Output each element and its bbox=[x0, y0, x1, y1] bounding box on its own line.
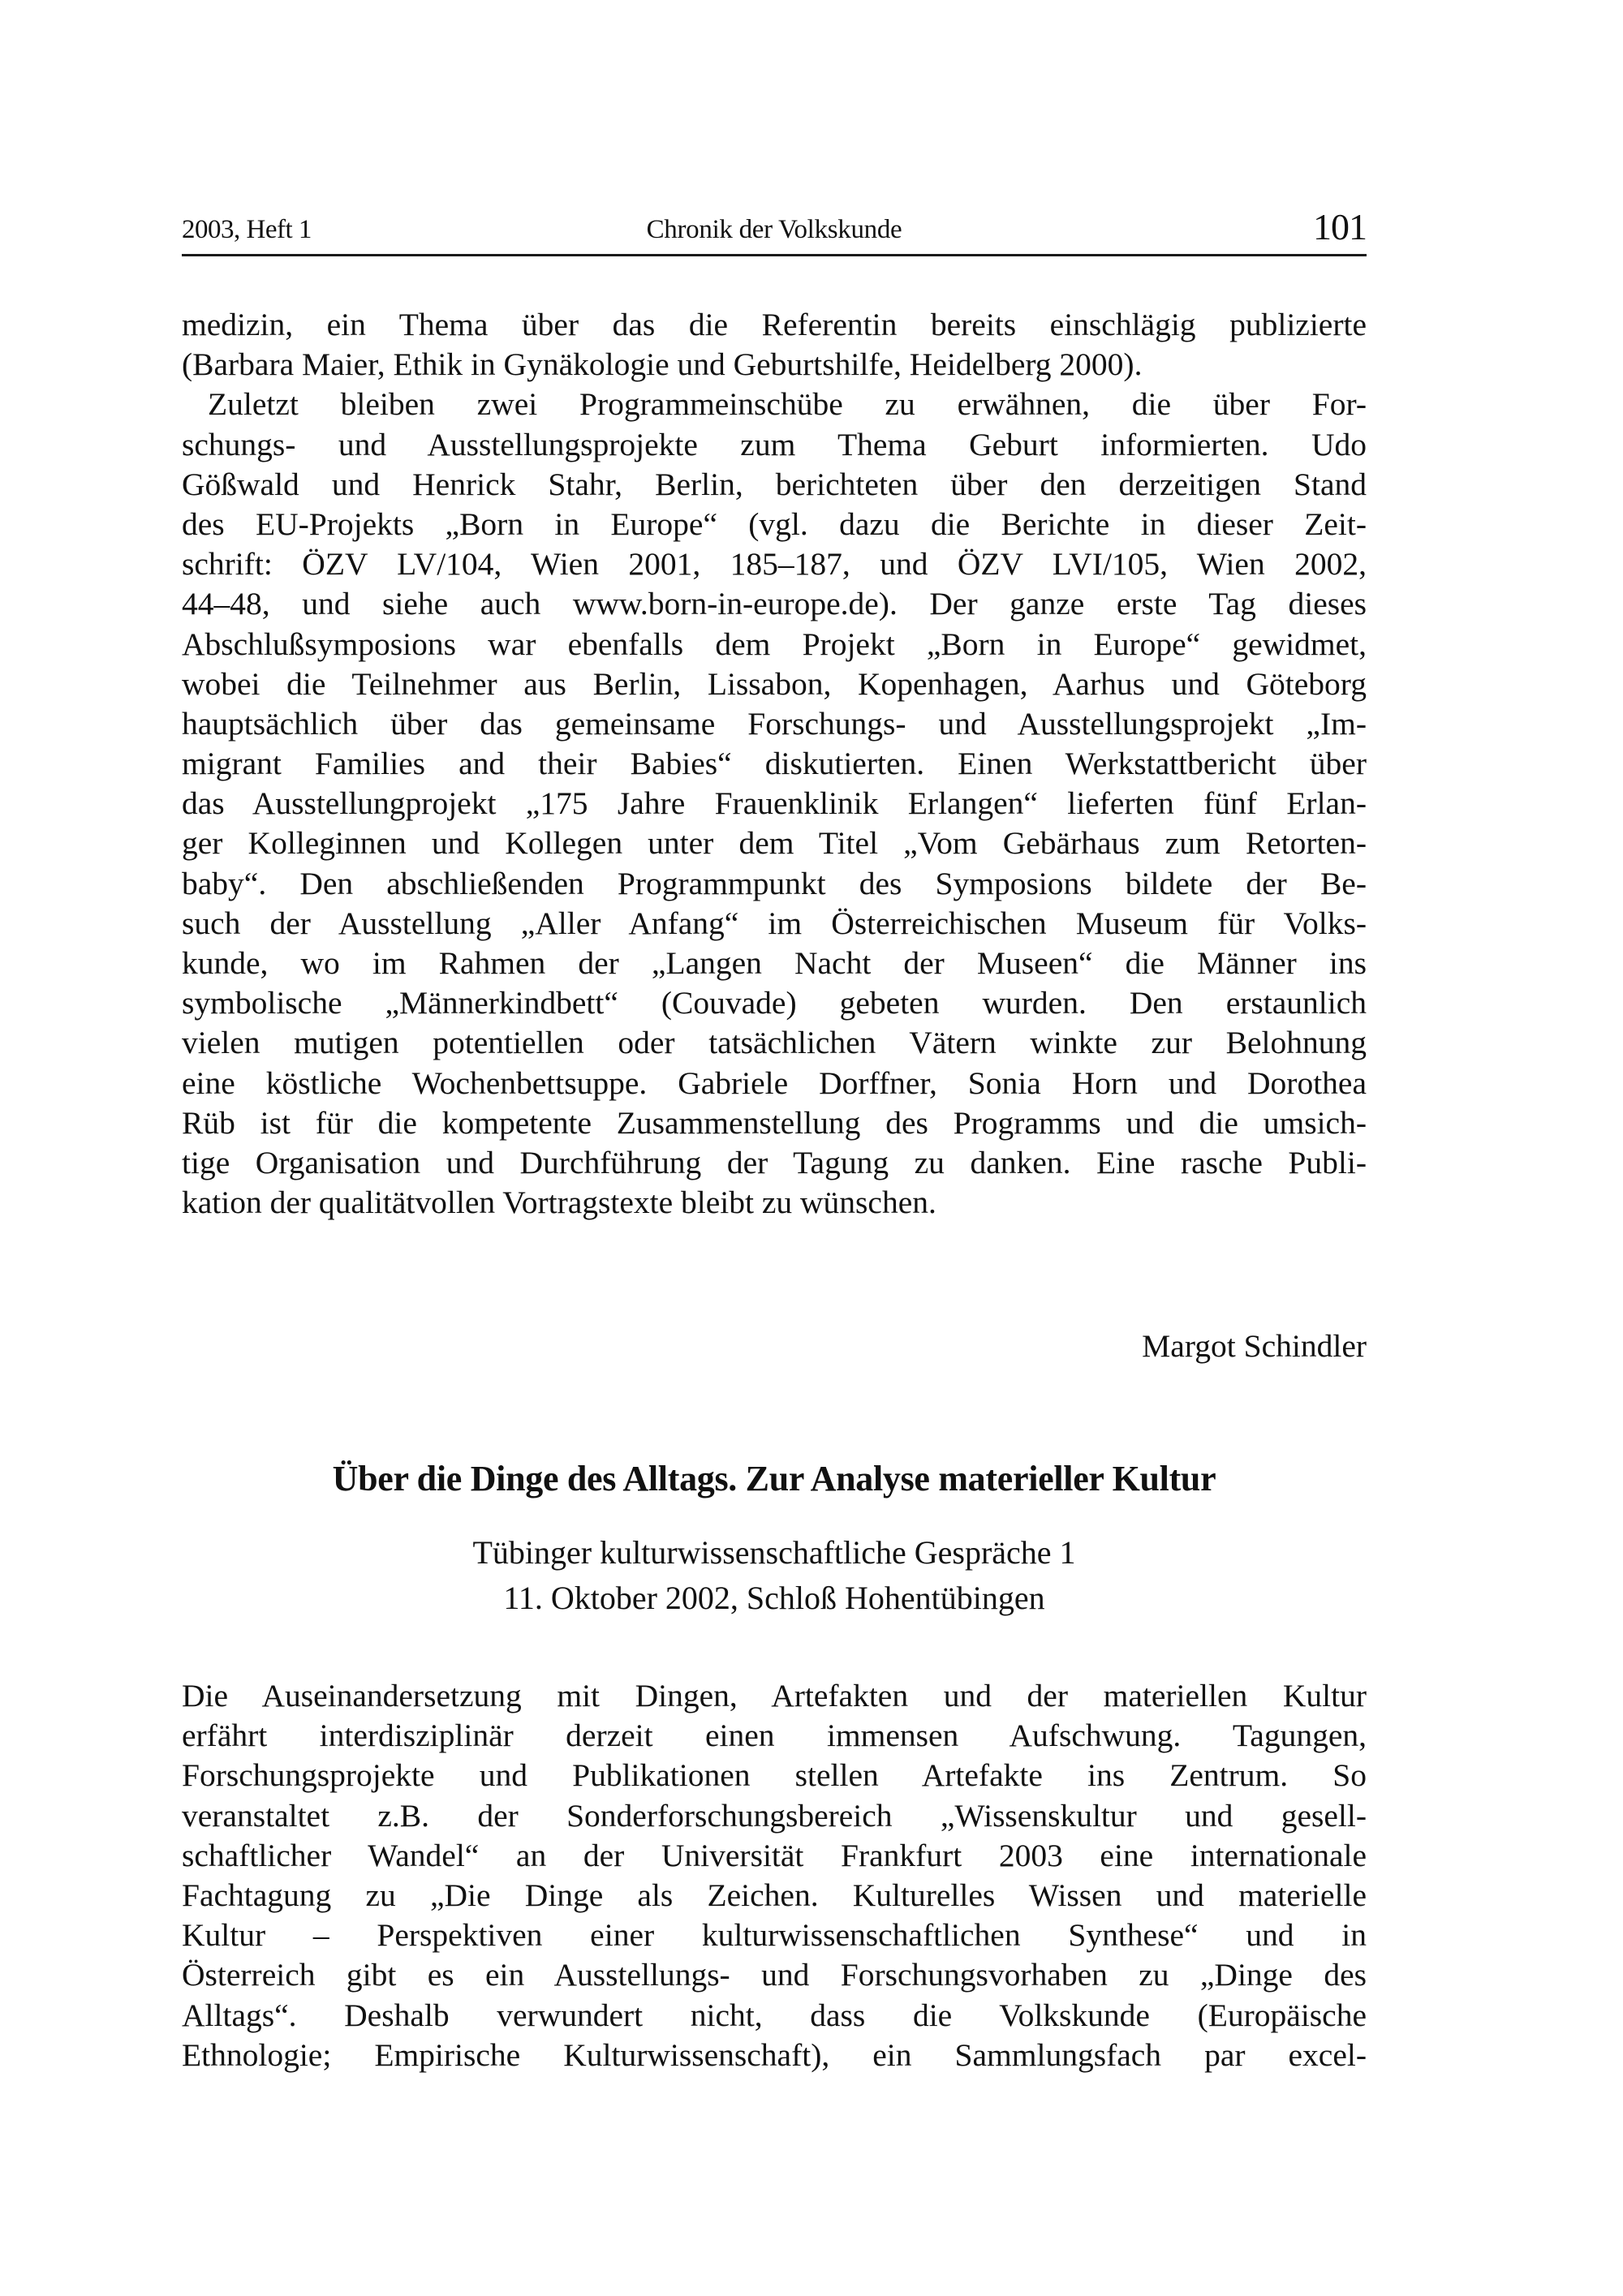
text-line: erfährt interdisziplinär derzeit einen immensen Aufschwung. Tagungen, bbox=[182, 1718, 1367, 1754]
text-line: schrift: ÖZV LV/104, Wien 2001, 185–187, und ÖZV LVI/105, Wien 2002, bbox=[182, 546, 1367, 583]
text-line: hauptsächlich über das gemeinsame Forschungs- und Ausstellungsprojekt „Im- bbox=[182, 705, 1367, 742]
article-subtitle: Tübinger kulturwissenschaftliche Gespräche 1 bbox=[472, 1534, 1076, 1571]
text-line: Österreich gibt es ein Ausstellungs- und Forschungsvorhaben zu „Dinge des bbox=[182, 1957, 1367, 1993]
text-line: Forschungsprojekte und Publikationen stellen Artefakte ins Zentrum. So bbox=[182, 1757, 1367, 1794]
article-date-location: 11. Oktober 2002, Schloß Hohentübingen bbox=[503, 1580, 1045, 1616]
text-line: schungs- und Ausstellungsprojekte zum Thema Geburt informierten. Udo bbox=[182, 426, 1367, 462]
text-line: veranstaltet z.B. der Sonderforschungsbereich „Wissenskultur und gesell- bbox=[182, 1797, 1367, 1834]
text-line: das Ausstellungprojekt „175 Jahre Frauenklinik Erlangen“ lieferten fünf Erlan- bbox=[182, 785, 1367, 822]
text-line: migrant Families and their Babies“ diskutierten. Einen Werkstattbericht über bbox=[182, 746, 1367, 782]
running-header bbox=[182, 208, 1367, 256]
article-title: Über die Dinge des Alltags. Zur Analyse materieller Kultur bbox=[332, 1459, 1216, 1498]
text-line: medizin, ein Thema über das die Referentin bereits einschlägig publizierte bbox=[182, 307, 1367, 342]
text-line: schaftlicher Wandel“ an der Universität Frankfurt 2003 eine internationale bbox=[182, 1837, 1367, 1873]
text-line: Gößwald und Henrick Stahr, Berlin, berichteten über den derzeitigen Stand bbox=[182, 466, 1367, 502]
page-number: 101 bbox=[1313, 206, 1367, 247]
text-line: 44–48, und siehe auch www.born-in-europe.de). Der ganze erste Tag dieses bbox=[182, 586, 1367, 622]
text-line: vielen mutigen potentiellen oder tatsächlichen Vätern winkte zur Belohnung bbox=[182, 1025, 1367, 1061]
text-line: symbolische „Männerkindbett“ (Couvade) gebeten wurden. Den erstaunlich bbox=[182, 985, 1367, 1021]
journal-section-title: Chronik der Volkskunde bbox=[646, 215, 902, 244]
text-line: Rüb ist für die kompetente Zusammenstellung des Programms und die umsich- bbox=[182, 1104, 1367, 1141]
text-line: Die Auseinandersetzung mit Dingen, Artefakten und der materiellen Kultur bbox=[182, 1678, 1367, 1713]
text-line: Zuletzt bleiben zwei Programmeinschübe zu erwähnen, die über For- bbox=[208, 386, 1367, 423]
text-line: Alltags“. Deshalb verwundert nicht, dass die Volkskunde (Europäische bbox=[182, 1997, 1367, 2033]
header-rule bbox=[182, 254, 1367, 256]
text-line: (Barbara Maier, Ethik in Gynäkologie und Geburtshilfe, Heidelberg 2000). bbox=[182, 346, 1143, 383]
text-line: des EU-Projekts „Born in Europe“ (vgl. dazu die Berichte in dieser Zeit- bbox=[182, 505, 1367, 542]
text-line: tige Organisation und Durchführung der Tagung zu danken. Eine rasche Publi- bbox=[182, 1144, 1367, 1180]
text-line: kunde, wo im Rahmen der „Langen Nacht der Museen“ die Männer ins bbox=[182, 945, 1367, 981]
journal-issue: 2003, Heft 1 bbox=[182, 215, 312, 244]
author-signature: Margot Schindler bbox=[1142, 1328, 1367, 1364]
text-line: ger Kolleginnen und Kollegen unter dem Titel „Vom Gebärhaus zum Retorten- bbox=[182, 825, 1367, 862]
text-line: Abschlußsymposions war ebenfalls dem Projekt „Born in Europe“ gewidmet, bbox=[182, 626, 1367, 662]
text-line: Ethnologie; Empirische Kulturwissenschaft), ein Sammlungsfach par excel- bbox=[182, 2036, 1367, 2073]
article-1-body bbox=[182, 305, 1367, 1223]
text-line: Kultur – Perspektiven einer kulturwissenschaftlichen Synthese“ und in bbox=[182, 1917, 1367, 1954]
text-line: Fachtagung zu „Die Dinge als Zeichen. Kulturelles Wissen und materielle bbox=[182, 1877, 1367, 1913]
text-line: kation der qualitätvollen Vortragstexte bleibt zu wünschen. bbox=[182, 1185, 936, 1221]
article-2-body bbox=[182, 1676, 1367, 2075]
text-line: such der Ausstellung „Aller Anfang“ im Österreichischen Museum für Volks- bbox=[182, 905, 1367, 941]
text-line: wobei die Teilnehmer aus Berlin, Lissabon, Kopenhagen, Aarhus und Göteborg bbox=[182, 665, 1367, 702]
text-line: eine köstliche Wochenbettsuppe. Gabriele Dorffner, Sonia Horn und Dorothea bbox=[182, 1064, 1367, 1101]
text-line: baby“. Den abschließenden Programmpunkt des Symposions bildete der Be- bbox=[182, 865, 1367, 901]
